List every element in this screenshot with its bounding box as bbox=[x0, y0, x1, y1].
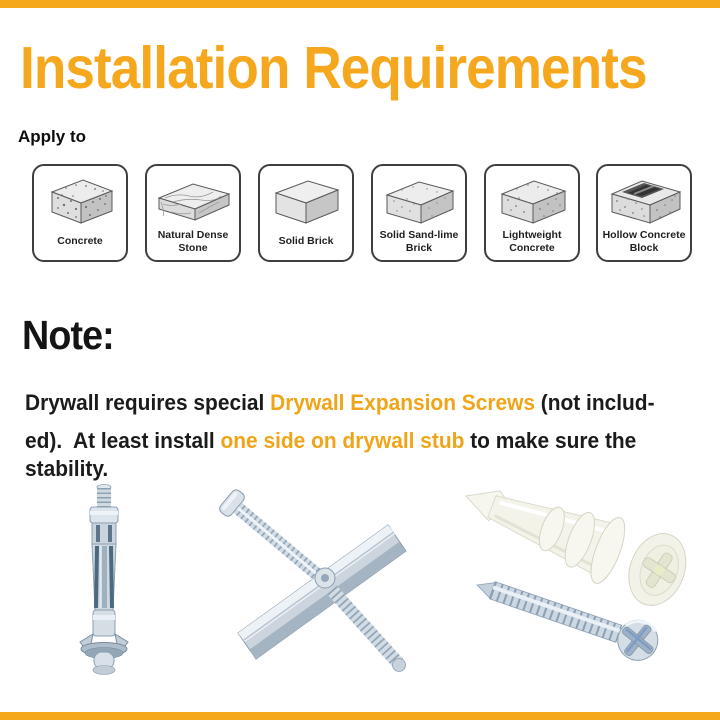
lightweight-concrete-icon bbox=[490, 171, 574, 227]
note-text: to make sure the bbox=[464, 428, 637, 453]
material-label: Lightweight Concrete bbox=[502, 229, 562, 254]
material-label: Solid Sand-lime Brick bbox=[379, 229, 459, 254]
bottom-accent-bar bbox=[0, 712, 720, 720]
note-highlight-drywall-expansion-screws: Drywall Expansion Screws bbox=[270, 390, 535, 415]
note-text: stability. bbox=[25, 456, 109, 481]
note-highlight-one-side-on-drywall-stub: one side on drywall stub bbox=[220, 428, 465, 453]
material-card-concrete bbox=[32, 164, 128, 262]
material-card-solid-brick bbox=[258, 164, 354, 262]
note-text: (not includ- bbox=[534, 390, 655, 415]
stone-slab-icon bbox=[151, 171, 235, 227]
hollow-wall-metal-anchor-image bbox=[68, 482, 140, 684]
hollow-block-icon bbox=[602, 171, 686, 227]
note-text: ed). At least install bbox=[25, 428, 221, 453]
top-accent-bar bbox=[0, 0, 720, 8]
material-card-lightweight-concrete bbox=[484, 164, 580, 262]
material-label: Solid Brick bbox=[278, 235, 334, 248]
material-card-solid-sand-lime-brick bbox=[371, 164, 467, 262]
toggle-bolt-image bbox=[192, 478, 437, 698]
note-text-line-1 bbox=[25, 390, 655, 416]
concrete-block-icon bbox=[38, 171, 122, 227]
note-text-line-3 bbox=[25, 456, 108, 482]
material-card-hollow-concrete-block bbox=[596, 164, 692, 262]
pan-head-screw-image bbox=[455, 565, 675, 680]
material-label: Hollow Concrete Block bbox=[602, 229, 686, 254]
material-label: Natural Dense Stone bbox=[157, 229, 229, 254]
sand-lime-brick-icon bbox=[377, 171, 461, 227]
note-text-line-2 bbox=[25, 428, 636, 454]
page-title: Installation Requirements bbox=[20, 35, 647, 101]
material-card-natural-dense-stone bbox=[145, 164, 241, 262]
solid-brick-icon bbox=[264, 171, 348, 227]
note-heading: Note: bbox=[22, 312, 114, 358]
note-text: Drywall requires special bbox=[25, 390, 271, 415]
material-label: Concrete bbox=[57, 235, 103, 248]
apply-to-label: Apply to bbox=[18, 127, 86, 146]
